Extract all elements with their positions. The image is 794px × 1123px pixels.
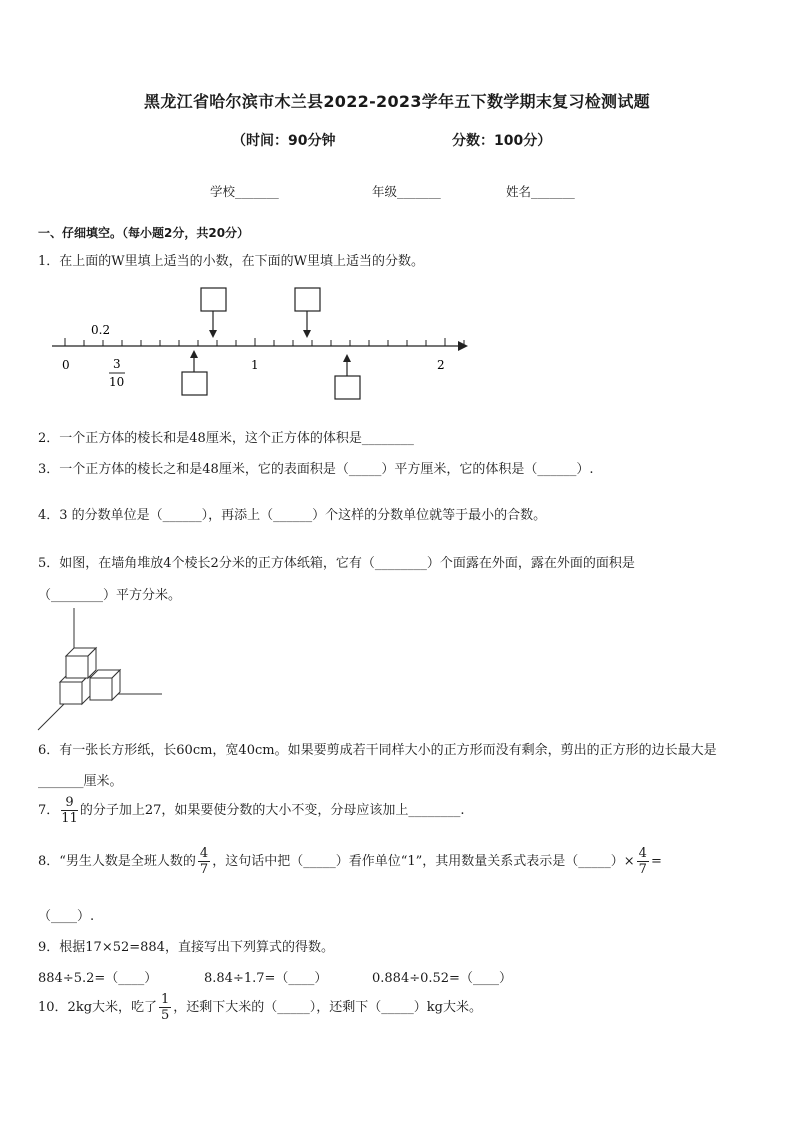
question-3: 3．一个正方体的棱长之和是48厘米，它的表面积是（_____）平方厘米，它的体积是（______）. <box>38 462 594 477</box>
fraction-numerator: 4 <box>638 846 647 861</box>
fraction <box>61 796 78 825</box>
question-2: 2．一个正方体的棱长和是48厘米，这个正方体的体积是________ <box>38 431 414 446</box>
question-8-middle: ，这句话中把（_____）看作单位“1”，其用数量关系式表示是（_____）× <box>212 854 635 869</box>
answer-box-fraction-2[interactable] <box>335 376 360 399</box>
section-heading: 一、仔细填空。（每小题2分，共20分） <box>38 226 250 240</box>
page-title: 黑龙江省哈尔滨市木兰县2022-2023学年五下数学期末复习检测试题 <box>144 92 650 111</box>
fraction <box>637 847 649 876</box>
stacked-cubes-figure <box>36 604 166 732</box>
fraction-denominator: 7 <box>638 862 647 877</box>
fraction-denominator: 7 <box>199 862 209 877</box>
cube-front-face <box>90 678 112 700</box>
answer-box-decimal-1[interactable] <box>201 288 226 311</box>
arrow-up-icon <box>190 350 198 358</box>
equals-sign: = <box>650 854 662 869</box>
arrow-down-icon <box>209 330 217 338</box>
question-6-line-2: _______厘米。 <box>38 774 123 789</box>
fraction-denominator: 11 <box>61 811 78 826</box>
question-5-line-2: （________）平方分米。 <box>38 588 182 603</box>
exam-time: （时间：90分钟 <box>232 133 336 149</box>
fraction-numerator: 3 <box>113 357 121 371</box>
axis-arrow-icon <box>458 341 468 351</box>
name-field: 姓名_______ <box>506 184 575 199</box>
question-5-line-1: 5．如图，在墙角堆放4个棱长2分米的正方体纸箱，它有（________）个面露在外面，露在外面的面积是 <box>38 556 635 571</box>
fraction-numerator: 4 <box>199 846 209 861</box>
number-line-ticks <box>65 338 464 346</box>
fraction <box>159 993 171 1022</box>
answer-box-fraction-1[interactable] <box>182 372 207 395</box>
grade-field: 年级_______ <box>372 184 441 199</box>
question-7 <box>38 796 465 825</box>
question-7-prefix: 7． <box>38 803 60 818</box>
arrow-down-icon <box>303 330 311 338</box>
arrow-up-icon <box>343 354 351 362</box>
question-10 <box>38 993 482 1022</box>
question-8-line-2: （____）. <box>38 909 95 924</box>
answer-box-decimal-2[interactable] <box>295 288 320 311</box>
question-9-b: 8.84÷1.7=（____） <box>204 971 328 986</box>
tick-label-2: 2 <box>437 358 445 372</box>
label-0-2: 0.2 <box>91 323 111 337</box>
fraction <box>198 847 210 876</box>
tick-label-1: 1 <box>251 358 259 372</box>
fraction-numerator: 9 <box>61 796 78 811</box>
exam-score: 分数：100分） <box>452 133 552 149</box>
cube-front-face <box>66 656 88 678</box>
fraction-numerator: 1 <box>161 992 170 1007</box>
question-10-prefix: 10．2kg大米，吃了 <box>38 1000 158 1015</box>
question-7-text: 的分子加上27，如果要使分数的大小不变，分母应该加上________. <box>79 803 465 818</box>
question-10-text: ，还剩下大米的（_____），还剩下（_____）kg大米。 <box>173 1000 482 1015</box>
question-4: 4．3 的分数单位是（______），再添上（______）个这样的分数单位就等于最小的合数。 <box>38 508 547 523</box>
fraction-denominator: 10 <box>109 375 125 389</box>
question-8 <box>38 847 662 876</box>
question-6-line-1: 6．有一张长方形纸，长60cm，宽40cm。如果要剪成若干同样大小的正方形而没有剩余，剪出的正方形的边长最大是 <box>38 743 717 758</box>
fraction-denominator: 5 <box>161 1008 170 1023</box>
question-9-c: 0.884÷0.52=（____） <box>372 971 512 986</box>
number-line-figure <box>40 282 480 402</box>
question-8-prefix: 8．“男生人数是全班人数的 <box>38 854 196 869</box>
tick-label-0: 0 <box>62 358 70 372</box>
question-9-text: 9．根据17×52=884，直接写出下列算式的得数。 <box>38 940 334 955</box>
school-field: 学校_______ <box>210 184 279 199</box>
question-9-a: 884÷5.2=（____） <box>38 971 158 986</box>
cube-front-face <box>60 682 82 704</box>
question-1-text: 1．在上面的W里填上适当的小数，在下面的W里填上适当的分数。 <box>38 254 424 269</box>
